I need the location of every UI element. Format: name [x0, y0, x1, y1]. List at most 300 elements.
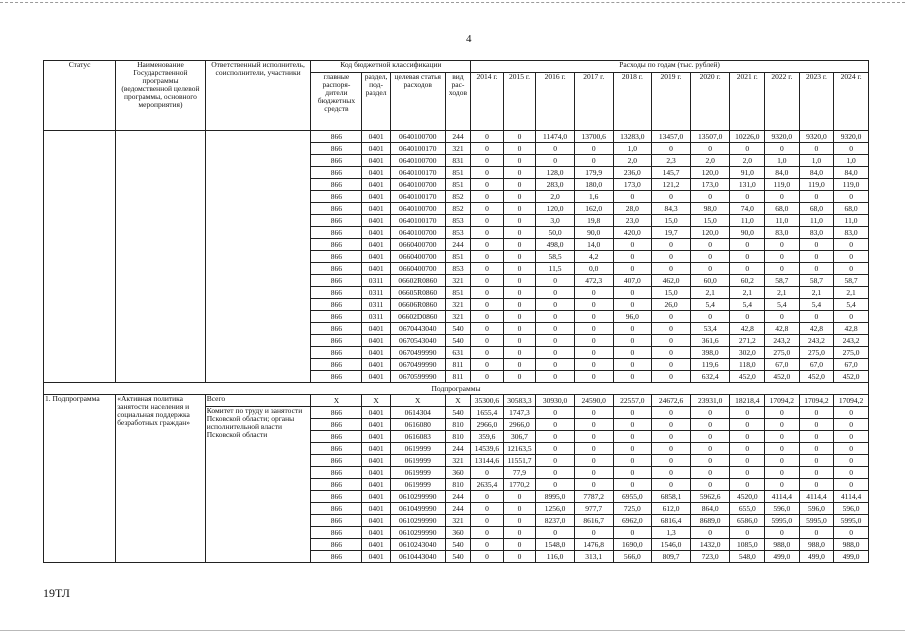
- table-cell: 302,0: [730, 347, 765, 359]
- table-cell: 5,4: [834, 299, 869, 311]
- table-cell: 0: [574, 467, 613, 479]
- table-cell: 0: [613, 371, 652, 383]
- table-cell: 0: [503, 335, 536, 347]
- table-cell: 0: [574, 443, 613, 455]
- table-cell: 0: [834, 419, 869, 431]
- table-cell: 866: [311, 155, 362, 167]
- table-cell: 866: [311, 275, 362, 287]
- table-cell: 0660400700: [390, 239, 445, 251]
- table-cell: 28,0: [613, 203, 652, 215]
- table-cell: 0: [765, 527, 800, 539]
- table-cell: 0: [765, 419, 800, 431]
- table-cell: 420,0: [613, 227, 652, 239]
- table-cell: 0614304: [390, 407, 445, 419]
- table-cell: 0: [690, 251, 730, 263]
- table-cell: 68,0: [799, 203, 834, 215]
- table-cell: 0640100700: [390, 203, 445, 215]
- table-cell: 0610299990: [390, 515, 445, 527]
- table-cell: 0: [730, 467, 765, 479]
- table-cell: 0610499990: [390, 503, 445, 515]
- table-cell: 0311: [362, 299, 390, 311]
- table-cell: 810: [445, 431, 470, 443]
- table-cell: 851: [445, 167, 470, 179]
- table-cell: 0: [730, 407, 765, 419]
- table-cell: 398,0: [690, 347, 730, 359]
- table-cell: 0: [471, 239, 504, 251]
- table-cell: 244: [445, 491, 470, 503]
- table-cell: 0: [574, 527, 613, 539]
- table-cell: 5,4: [799, 299, 834, 311]
- header-year: 2023 г.: [799, 73, 834, 131]
- table-cell: 2,1: [690, 287, 730, 299]
- table-cell: 0: [765, 407, 800, 419]
- table-cell: 0: [574, 143, 613, 155]
- table-cell: 162,0: [574, 203, 613, 215]
- table-cell: 0: [471, 515, 504, 527]
- table-cell: 0: [613, 479, 652, 491]
- table-cell: 0: [799, 143, 834, 155]
- table-cell: 0: [834, 311, 869, 323]
- table-cell: 0: [574, 419, 613, 431]
- table-cell: 119,0: [834, 179, 869, 191]
- section-title: Подпрограммы: [44, 383, 869, 395]
- header-year: 2024 г.: [834, 73, 869, 131]
- table-cell: 19,8: [574, 215, 613, 227]
- table-cell: 83,0: [834, 227, 869, 239]
- table-cell: 0: [730, 479, 765, 491]
- table-cell: 810: [445, 419, 470, 431]
- table-cell: 0: [536, 323, 575, 335]
- table-cell: 0: [799, 443, 834, 455]
- table-cell: 14539,6: [471, 443, 504, 455]
- table-cell: 0: [799, 479, 834, 491]
- table-cell: 540: [445, 323, 470, 335]
- table-cell: 0: [574, 359, 613, 371]
- table-cell: 0: [503, 299, 536, 311]
- table-cell: 0: [652, 407, 691, 419]
- table-cell: 0401: [362, 263, 390, 275]
- table-cell: 977,7: [574, 503, 613, 515]
- table-cell: 271,2: [730, 335, 765, 347]
- subprogram-rows: [44, 395, 869, 563]
- table-cell: 831: [445, 155, 470, 167]
- table-cell: 244: [445, 239, 470, 251]
- table-cell: 866: [311, 539, 362, 551]
- table-cell: 0: [834, 239, 869, 251]
- table-cell: 67,0: [834, 359, 869, 371]
- header-budget-code: Код бюджетной классификации: [311, 61, 471, 73]
- table-cell: 0: [536, 347, 575, 359]
- table-cell: 0: [613, 347, 652, 359]
- table-cell: 0: [690, 455, 730, 467]
- table-cell: [116, 131, 206, 383]
- table-cell: 866: [311, 239, 362, 251]
- table-cell: 1,0: [613, 143, 652, 155]
- table-cell: 0: [652, 479, 691, 491]
- table-cell: 6962,0: [613, 515, 652, 527]
- table-cell: 0: [799, 251, 834, 263]
- table-cell: 0: [613, 407, 652, 419]
- table-cell: 0: [503, 347, 536, 359]
- table-cell: 0: [765, 455, 800, 467]
- table-cell: 360: [445, 527, 470, 539]
- table-row: [44, 395, 869, 407]
- table-cell: 118,0: [730, 359, 765, 371]
- table-cell: 540: [445, 407, 470, 419]
- table-cell: 0: [834, 443, 869, 455]
- table-cell: 0: [471, 263, 504, 275]
- table-cell: 0401: [362, 455, 390, 467]
- table-cell: 58,7: [765, 275, 800, 287]
- table-cell: 0: [613, 455, 652, 467]
- header-year: 2014 г.: [471, 73, 504, 131]
- table-cell: 0: [652, 251, 691, 263]
- table-cell: 0401: [362, 359, 390, 371]
- table-cell: 173,0: [613, 179, 652, 191]
- table-cell: 313,1: [574, 551, 613, 563]
- table-cell: 0: [503, 227, 536, 239]
- table-cell: 0: [613, 287, 652, 299]
- table-cell: 0: [471, 467, 504, 479]
- subprogram-status: 1. Подпрограмма: [44, 395, 116, 563]
- table-cell: 12163,5: [503, 443, 536, 455]
- table-cell: 0401: [362, 539, 390, 551]
- table-cell: 0: [834, 191, 869, 203]
- table-cell: 866: [311, 251, 362, 263]
- table-cell: 0640100700: [390, 131, 445, 143]
- table-cell: 866: [311, 167, 362, 179]
- page-number: 4: [466, 33, 472, 45]
- table-cell: 6586,0: [730, 515, 765, 527]
- table-cell: 0: [471, 215, 504, 227]
- table-cell: 321: [445, 275, 470, 287]
- table-cell: 0: [503, 551, 536, 563]
- table-cell: 0: [613, 299, 652, 311]
- table-cell: 42,8: [799, 323, 834, 335]
- table-cell: 180,0: [574, 179, 613, 191]
- bottom-rule: [0, 630, 905, 631]
- table-cell: 2,0: [690, 155, 730, 167]
- table-cell: 0: [799, 407, 834, 419]
- table-cell: 811: [445, 371, 470, 383]
- table-cell: 866: [311, 527, 362, 539]
- table-cell: 9320,0: [834, 131, 869, 143]
- header-year: 2022 г.: [765, 73, 800, 131]
- table-cell: 0: [730, 455, 765, 467]
- table-cell: 596,0: [765, 503, 800, 515]
- table-cell: 30930,0: [536, 395, 575, 407]
- table-cell: 0401: [362, 335, 390, 347]
- table-cell: 0640100170: [390, 143, 445, 155]
- table-cell: 58,7: [799, 275, 834, 287]
- table-cell: 0: [799, 239, 834, 251]
- table-cell: 0401: [362, 527, 390, 539]
- table-cell: 866: [311, 419, 362, 431]
- table-cell: 0401: [362, 479, 390, 491]
- table-cell: 0: [652, 371, 691, 383]
- table-cell: 0: [503, 131, 536, 143]
- table-cell: 0: [574, 323, 613, 335]
- table-cell: 852: [445, 203, 470, 215]
- table-cell: 119,6: [690, 359, 730, 371]
- table-cell: 0401: [362, 167, 390, 179]
- footer-code: 19ТЛ: [43, 586, 70, 600]
- header-expenses: Расходы по годам (тыс. рублей): [471, 61, 869, 73]
- table-cell: 0: [613, 443, 652, 455]
- table-cell: 116,0: [536, 551, 575, 563]
- table-cell: 853: [445, 215, 470, 227]
- table-cell: X: [445, 395, 470, 407]
- table-cell: 0: [503, 359, 536, 371]
- table-cell: 0670499990: [390, 359, 445, 371]
- table-cell: 0: [536, 419, 575, 431]
- table-cell: 540: [445, 539, 470, 551]
- table-cell: 0: [799, 191, 834, 203]
- table-cell: 0: [765, 479, 800, 491]
- table-cell: 0: [503, 515, 536, 527]
- table-cell: 0640100700: [390, 179, 445, 191]
- table-cell: 8689,0: [690, 515, 730, 527]
- table-cell: 0: [730, 419, 765, 431]
- table-cell: 866: [311, 443, 362, 455]
- table-cell: 988,0: [799, 539, 834, 551]
- table-cell: 2966,0: [471, 419, 504, 431]
- table-cell: 17094,2: [765, 395, 800, 407]
- table-cell: 361,6: [690, 335, 730, 347]
- table-cell: 0: [652, 311, 691, 323]
- table-cell: 0: [613, 191, 652, 203]
- table-cell: 0401: [362, 443, 390, 455]
- table-cell: 2,3: [652, 155, 691, 167]
- table-cell: 0: [471, 251, 504, 263]
- table-cell: 2,0: [613, 155, 652, 167]
- table-cell: 0: [503, 275, 536, 287]
- table-cell: 0: [471, 275, 504, 287]
- table-cell: 0: [652, 335, 691, 347]
- table-cell: 499,0: [765, 551, 800, 563]
- table-cell: 0660400700: [390, 263, 445, 275]
- table-cell: 866: [311, 299, 362, 311]
- table-cell: 866: [311, 431, 362, 443]
- table-cell: 275,0: [799, 347, 834, 359]
- table-cell: 5,4: [690, 299, 730, 311]
- table-cell: 0: [503, 203, 536, 215]
- header-year: 2015 г.: [503, 73, 536, 131]
- table-cell: 0401: [362, 551, 390, 563]
- table-cell: 2966,0: [503, 419, 536, 431]
- table-cell: 864,0: [690, 503, 730, 515]
- table-cell: 0: [799, 263, 834, 275]
- table-cell: 0401: [362, 131, 390, 143]
- table-cell: 0: [503, 371, 536, 383]
- table-cell: 119,0: [799, 179, 834, 191]
- table-cell: 4114,4: [799, 491, 834, 503]
- table-cell: 0: [503, 179, 536, 191]
- table-cell: 13144,6: [471, 455, 504, 467]
- budget-table: [43, 60, 869, 563]
- table-cell: 0: [765, 467, 800, 479]
- table-cell: 498,0: [536, 239, 575, 251]
- table-cell: 24672,6: [652, 395, 691, 407]
- table-cell: 866: [311, 191, 362, 203]
- table-cell: 472,3: [574, 275, 613, 287]
- table-cell: 499,0: [834, 551, 869, 563]
- header-year: 2016 г.: [536, 73, 575, 131]
- table-cell: 723,0: [690, 551, 730, 563]
- table-cell: 0: [574, 431, 613, 443]
- table-cell: 655,0: [730, 503, 765, 515]
- table-cell: 0: [730, 443, 765, 455]
- table-cell: 0311: [362, 275, 390, 287]
- table-cell: 0: [471, 371, 504, 383]
- table-cell: 0401: [362, 371, 390, 383]
- table-cell: 0: [652, 347, 691, 359]
- table-cell: 4,2: [574, 251, 613, 263]
- table-cell: 0: [834, 143, 869, 155]
- table-cell: 0: [471, 359, 504, 371]
- table-cell: 275,0: [765, 347, 800, 359]
- table-cell: 0: [834, 263, 869, 275]
- table-cell: 0: [536, 527, 575, 539]
- table-cell: 173,0: [690, 179, 730, 191]
- table-cell: 0: [730, 143, 765, 155]
- table-cell: 0: [574, 299, 613, 311]
- table-cell: 810: [445, 479, 470, 491]
- header-year: 2017 г.: [574, 73, 613, 131]
- header-section: раздел, под-раздел: [362, 73, 390, 131]
- table-cell: 90,0: [574, 227, 613, 239]
- table-cell: 11,0: [834, 215, 869, 227]
- table-cell: 0: [503, 539, 536, 551]
- table-cell: 6816,4: [652, 515, 691, 527]
- table-cell: 866: [311, 479, 362, 491]
- table-cell: 0401: [362, 431, 390, 443]
- table-cell: 0: [503, 323, 536, 335]
- table-cell: 14,0: [574, 239, 613, 251]
- table-cell: 0: [613, 251, 652, 263]
- table-cell: 53,4: [690, 323, 730, 335]
- table-cell: 866: [311, 503, 362, 515]
- table-cell: 0: [613, 359, 652, 371]
- table-cell: 0401: [362, 503, 390, 515]
- table-cell: 0: [503, 311, 536, 323]
- table-cell: 866: [311, 287, 362, 299]
- table-cell: 244: [445, 443, 470, 455]
- table-cell: 0: [574, 347, 613, 359]
- table-cell: 540: [445, 335, 470, 347]
- table-cell: 0: [471, 287, 504, 299]
- table-cell: 596,0: [799, 503, 834, 515]
- table-cell: 98,0: [690, 203, 730, 215]
- table-cell: 360: [445, 467, 470, 479]
- table-cell: 462,0: [652, 275, 691, 287]
- table-cell: 0: [574, 407, 613, 419]
- table-cell: 321: [445, 515, 470, 527]
- table-cell: 67,0: [765, 359, 800, 371]
- header-status: Статус: [44, 61, 116, 131]
- header-program: Наименование Государственной программы (ведомственной целевой программы, основного мероприятия): [116, 61, 206, 131]
- table-cell: 0: [471, 179, 504, 191]
- table-cell: 0: [799, 419, 834, 431]
- table-cell: 0: [613, 431, 652, 443]
- table-cell: 866: [311, 143, 362, 155]
- table-cell: 866: [311, 335, 362, 347]
- table-cell: 0610299990: [390, 491, 445, 503]
- table-row: [44, 131, 869, 143]
- table-cell: 499,0: [799, 551, 834, 563]
- table-cell: 359,6: [471, 431, 504, 443]
- table-cell: 11,0: [730, 215, 765, 227]
- table-cell: 866: [311, 347, 362, 359]
- table-cell: 0: [765, 431, 800, 443]
- table-cell: 0: [536, 311, 575, 323]
- table-cell: 0640100170: [390, 191, 445, 203]
- table-cell: 0: [730, 251, 765, 263]
- table-cell: 0: [574, 287, 613, 299]
- table-cell: 0: [652, 263, 691, 275]
- table-cell: 0: [613, 419, 652, 431]
- table-cell: 0: [765, 143, 800, 155]
- program-rows: [44, 131, 869, 383]
- table-cell: 0: [834, 431, 869, 443]
- table-cell: 0: [536, 455, 575, 467]
- table-cell: 0: [471, 227, 504, 239]
- table-cell: 566,0: [613, 551, 652, 563]
- table-cell: 145,7: [652, 167, 691, 179]
- table-cell: 90,0: [730, 227, 765, 239]
- table-cell: 18218,4: [730, 395, 765, 407]
- table-cell: 866: [311, 455, 362, 467]
- table-cell: 1690,0: [613, 539, 652, 551]
- table-cell: 0: [613, 263, 652, 275]
- table-cell: 06605R0860: [390, 287, 445, 299]
- table-cell: 0616083: [390, 431, 445, 443]
- table-cell: 0: [503, 527, 536, 539]
- table-cell: X: [390, 395, 445, 407]
- table-cell: 0: [471, 155, 504, 167]
- table-cell: 0: [690, 407, 730, 419]
- table-cell: 42,8: [834, 323, 869, 335]
- table-cell: 0: [503, 155, 536, 167]
- table-cell: 7787,2: [574, 491, 613, 503]
- table-cell: 0: [690, 527, 730, 539]
- table-cell: 83,0: [799, 227, 834, 239]
- table-cell: 452,0: [765, 371, 800, 383]
- table-cell: 0: [471, 347, 504, 359]
- table-cell: 0401: [362, 203, 390, 215]
- table-cell: 0: [834, 251, 869, 263]
- table-cell: 0: [730, 263, 765, 275]
- table-cell: 42,8: [765, 323, 800, 335]
- table-cell: [205, 131, 311, 383]
- table-cell: 852: [445, 191, 470, 203]
- table-cell: 244: [445, 503, 470, 515]
- table-cell: 15,0: [652, 215, 691, 227]
- table-cell: 11474,0: [536, 131, 575, 143]
- table-cell: 1256,0: [536, 503, 575, 515]
- table-cell: 548,0: [730, 551, 765, 563]
- table-cell: 0: [652, 323, 691, 335]
- table-cell: 851: [445, 251, 470, 263]
- table-cell: 0401: [362, 143, 390, 155]
- table-cell: 0: [690, 311, 730, 323]
- table-cell: 2,0: [730, 155, 765, 167]
- table-cell: 6955,0: [613, 491, 652, 503]
- table-cell: 67,0: [799, 359, 834, 371]
- table-cell: 866: [311, 323, 362, 335]
- table-cell: 58,7: [834, 275, 869, 287]
- table-cell: 8237,0: [536, 515, 575, 527]
